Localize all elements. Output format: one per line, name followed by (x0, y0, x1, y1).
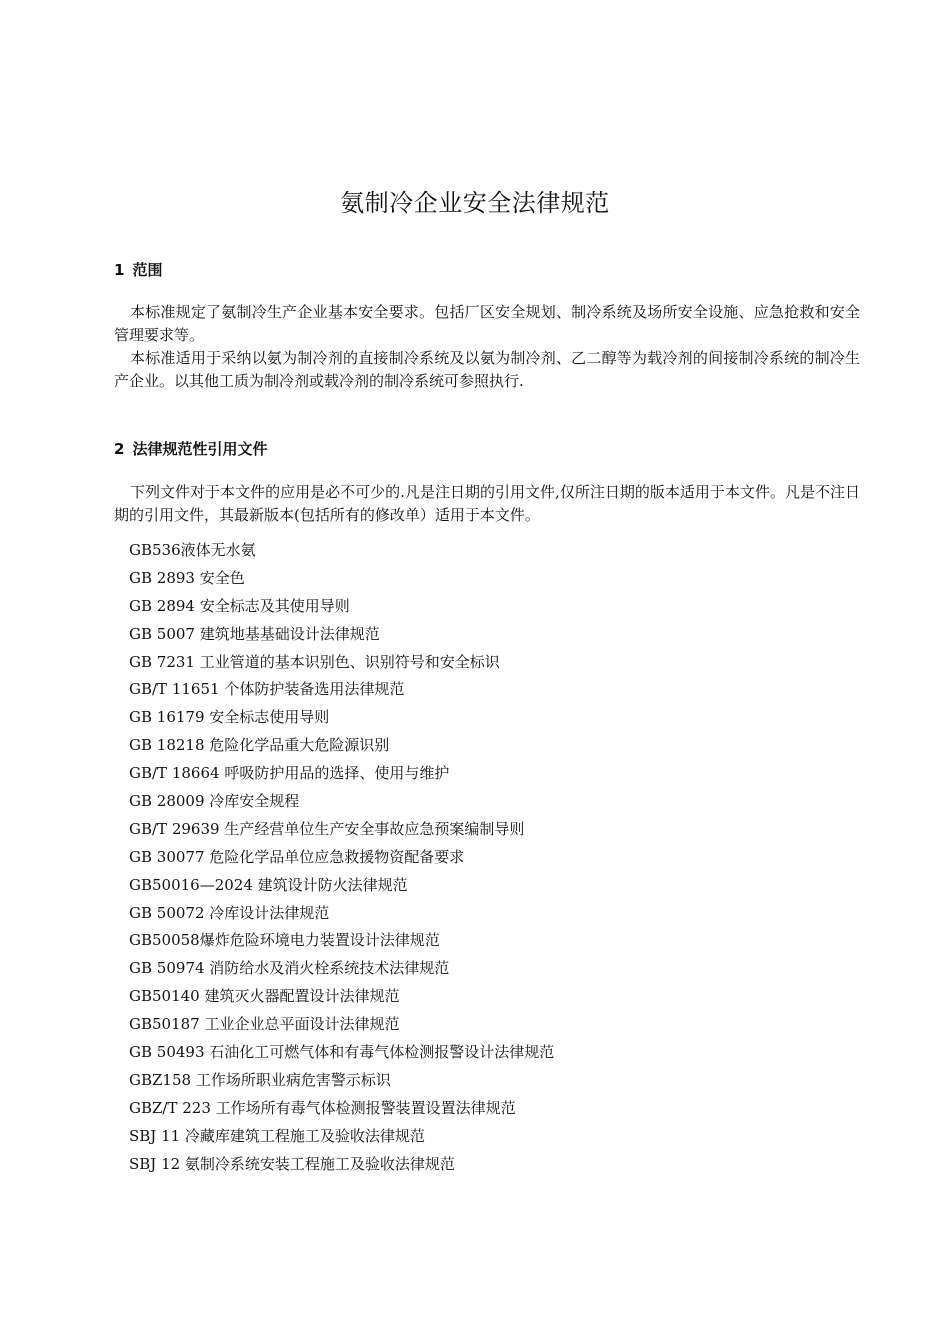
reference-item: GB 7231 工业管道的基本识别色、识别符号和安全标识 (129, 652, 500, 671)
reference-item: GB 16179 安全标志使用导则 (129, 708, 330, 727)
reference-item: SBJ 12 氨制冷系统安装工程施工及验收法律规范 (129, 1154, 455, 1173)
reference-item: GB 50072 冷库设计法律规范 (129, 903, 330, 922)
reference-item: GB 18218 危险化学品重大危险源识别 (129, 736, 390, 755)
paragraph: 本标准适用于采纳以氨为制冷剂的直接制冷系统及以氨为制冷剂、乙二醇等为载冷剂的间接制冷系统的制冷生产企业。以其他工质为制冷剂或载冷剂的制冷系统可参照执行. (114, 349, 860, 390)
reference-item: GB50058爆炸危险环境电力装置设计法律规范 (129, 931, 440, 950)
section-number: 1 (114, 261, 125, 279)
reference-item: GB50140 建筑灭火器配置设计法律规范 (129, 987, 400, 1006)
paragraph: 下列文件对于本文件的应用是必不可少的.凡是注日期的引用文件,仅所注日期的版本适用于本文件。凡是不注日期的引用文件，其最新版本(包括所有的修改单）适用于本文件。 (114, 483, 860, 524)
paragraph: 本标准规定了氨制冷生产企业基本安全要求。包括厂区安全规划、制冷系统及场所安全设施、应急抢救和安全管理要求等。 (114, 303, 860, 344)
reference-item: GB/T 29639 生产经营单位生产安全事故应急预案编制导则 (129, 819, 525, 838)
reference-item: GB/T 11651 个体防护装备选用法律规范 (129, 680, 405, 699)
reference-item: GB 50974 消防给水及消火栓系统技术法律规范 (129, 959, 450, 978)
reference-item: GB50016—2024 建筑设计防火法律规范 (129, 875, 408, 894)
reference-list (129, 537, 554, 1178)
reference-item: GB 28009 冷库安全规程 (129, 792, 300, 811)
reference-item: GB 2893 安全色 (129, 568, 245, 587)
reference-item: SBJ 11 冷藏库建筑工程施工及验收法律规范 (129, 1126, 425, 1145)
reference-item: GB536液体无水氨 (129, 541, 256, 559)
section-heading-scope (114, 259, 162, 281)
reference-item: GB/T 18664 呼吸防护用品的选择、使用与维护 (129, 764, 450, 783)
section-title: 范围 (132, 261, 163, 279)
reference-item: GB 30077 危险化学品单位应急救援物资配备要求 (129, 847, 465, 866)
reference-item: GB 2894 安全标志及其使用导则 (129, 596, 350, 615)
reference-item: GBZ158 工作场所职业病危害警示标识 (129, 1070, 391, 1089)
reference-item: GB50187 工业企业总平面设计法律规范 (129, 1015, 400, 1034)
section-heading-normative-references (114, 438, 267, 460)
reference-item: GB 5007 建筑地基基础设计法律规范 (129, 624, 380, 643)
document-title: 氨制冷企业安全法律规范 (340, 189, 610, 217)
section-title: 法律规范性引用文件 (132, 440, 268, 458)
section-body-normative-references (114, 481, 860, 527)
section-body-scope (114, 301, 860, 393)
reference-item: GB 50493 石油化工可燃气体和有毒气体检测报警设计法律规范 (129, 1043, 555, 1062)
reference-item: GBZ/T 223 工作场所有毒气体检测报警装置设置法律规范 (129, 1098, 516, 1117)
section-number: 2 (114, 440, 125, 458)
